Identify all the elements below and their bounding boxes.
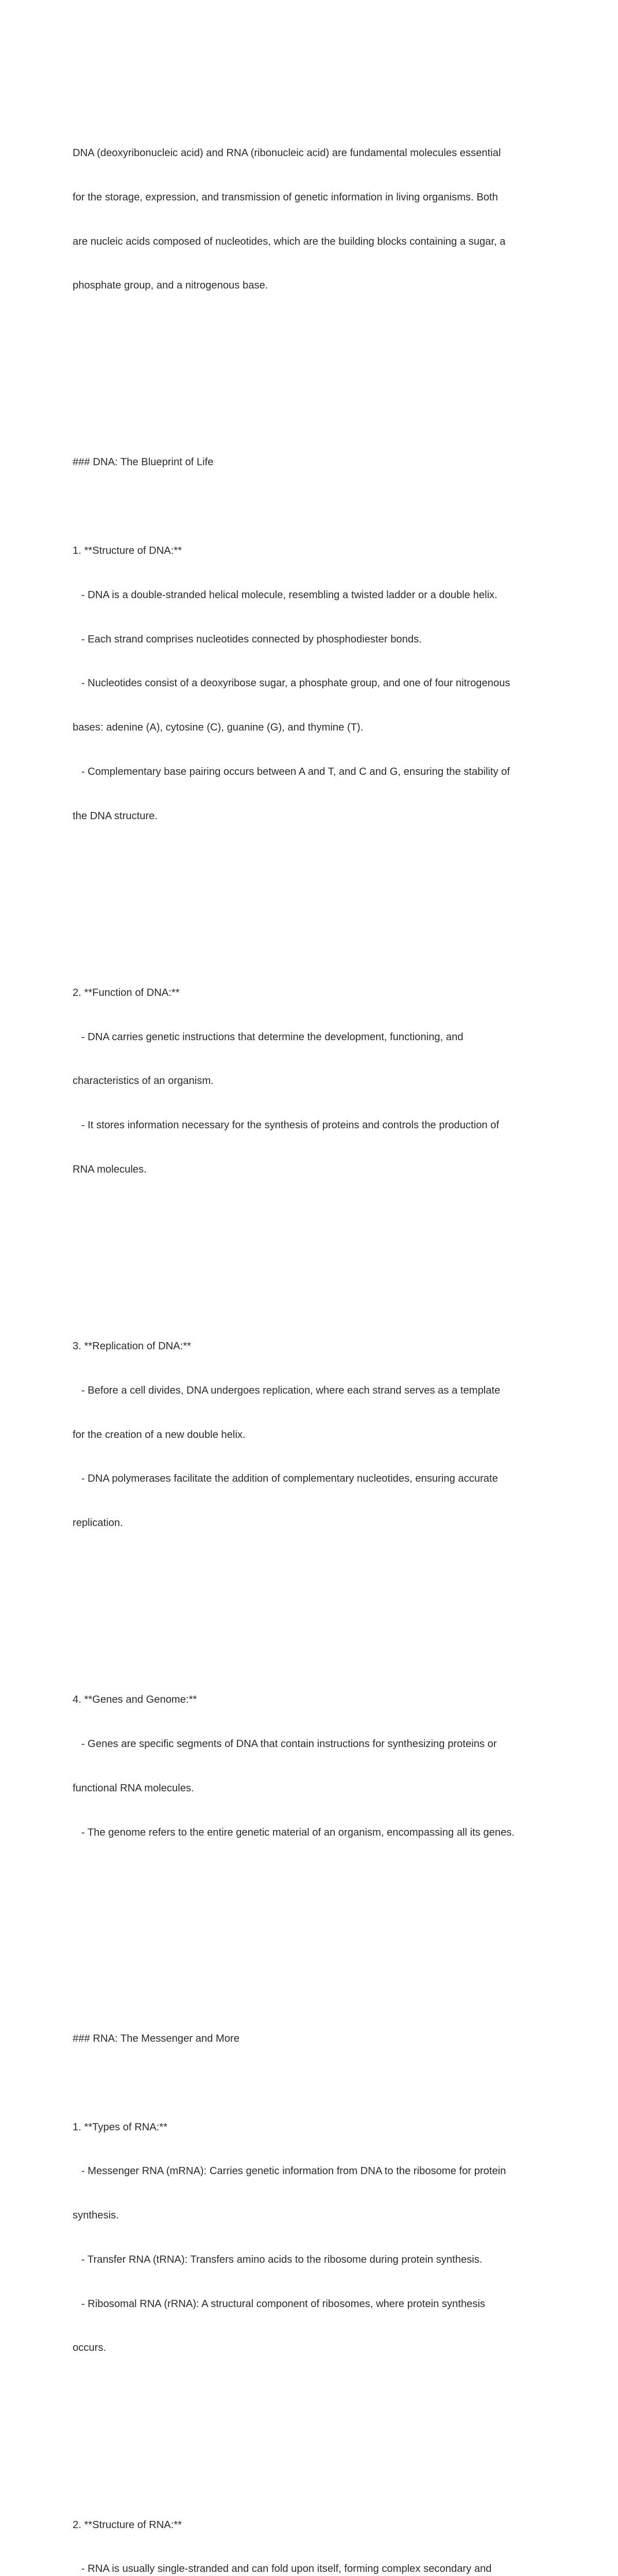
text-line: synthesis. (73, 2210, 119, 2222)
dna-replication-item (73, 1310, 552, 1560)
blank-line (73, 897, 552, 912)
text-line: DNA (deoxyribonucleic acid) and RNA (ribonucleic acid) are fundamental molecules essential (73, 147, 501, 159)
text-line: are nucleic acids composed of nucleotides, which are the building blocks containing a sugar, a (73, 235, 506, 247)
list-item-title: 3. **Replication of DNA:** (73, 1341, 192, 1352)
text-line: characteristics of an organism. (73, 1075, 214, 1087)
blank-line (73, 1251, 552, 1266)
intro-paragraph (73, 116, 552, 323)
text-line: - RNA is usually single-stranded and can fold upon itself, forming complex secondary and (73, 2563, 492, 2575)
list-item-title: 2. **Structure of RNA:** (73, 2519, 182, 2531)
blank-line (73, 1604, 552, 1619)
list-item-title: 2. **Function of DNA:** (73, 987, 180, 998)
text-line: - Each strand comprises nucleotides connected by phosphodiester bonds. (73, 633, 422, 645)
text-line: occurs. (73, 2342, 107, 2354)
text-line: phosphate group, and a nitrogenous base. (73, 280, 268, 292)
text-line: - The genome refers to the entire genetic material of an organism, encompassing all its genes. (73, 1826, 515, 1838)
text-line: - Genes are specific segments of DNA that contain instructions for synthesizing proteins or (73, 1738, 497, 1750)
rna-section (73, 2002, 552, 2576)
section-heading: ### DNA: The Blueprint of Life (73, 456, 214, 468)
text-line: - Transfer RNA (tRNA): Transfers amino acids to the ribosome during protein synthesis. (73, 2253, 483, 2265)
dna-structure-item (73, 514, 552, 853)
dna-genes-item (73, 1663, 552, 1869)
dna-function-item (73, 956, 552, 1207)
rna-types-item (73, 2090, 552, 2385)
text-line: for the creation of a new double helix. (73, 1429, 246, 1440)
list-item-title: 1. **Structure of DNA:** (73, 545, 182, 556)
dna-section (73, 426, 552, 1899)
text-line: the DNA structure. (73, 810, 158, 822)
text-line: RNA molecules. (73, 1163, 147, 1175)
text-line: - Complementary base pairing occurs between A and T, and C and G, ensuring the stability of (73, 766, 510, 777)
text-line: functional RNA molecules. (73, 1782, 194, 1794)
text-line: - Ribosomal RNA (rRNA): A structural component of ribosomes, where protein synthesis (73, 2298, 486, 2310)
text-line: - Before a cell divides, DNA undergoes replication, where each strand serves as a template (73, 1384, 501, 1396)
text-line: bases: adenine (A), cytosine (C), guanine (G), and thymine (T). (73, 722, 364, 734)
text-line: - DNA is a double-stranded helical molecule, resembling a twisted ladder or a double helix. (73, 589, 497, 601)
blank-line (73, 367, 552, 382)
blank-line (73, 1943, 552, 1958)
text-line: - DNA polymerases facilitate the addition of complementary nucleotides, ensuring accurate (73, 1473, 498, 1485)
list-item-title: 1. **Types of RNA:** (73, 2121, 168, 2133)
text-line: - It stores information necessary for the synthesis of proteins and controls the production of (73, 1120, 500, 1131)
blank-line (73, 2429, 552, 2444)
text-line: - DNA carries genetic instructions that determine the development, functioning, and (73, 1031, 464, 1043)
text-line: replication. (73, 1517, 123, 1529)
text-line: - Messenger RNA (mRNA): Carries genetic information from DNA to the ribosome for protein (73, 2165, 506, 2177)
rna-structure-item (73, 2488, 552, 2576)
text-line: - Nucleotides consist of a deoxyribose sugar, a phosphate group, and one of four nitrogenous (73, 677, 510, 689)
list-item-title: 4. **Genes and Genome:** (73, 1694, 197, 1706)
document-body (73, 72, 552, 2576)
text-line: for the storage, expression, and transmission of genetic information in living organisms. Both (73, 191, 498, 203)
section-heading: ### RNA: The Messenger and More (73, 2032, 239, 2044)
